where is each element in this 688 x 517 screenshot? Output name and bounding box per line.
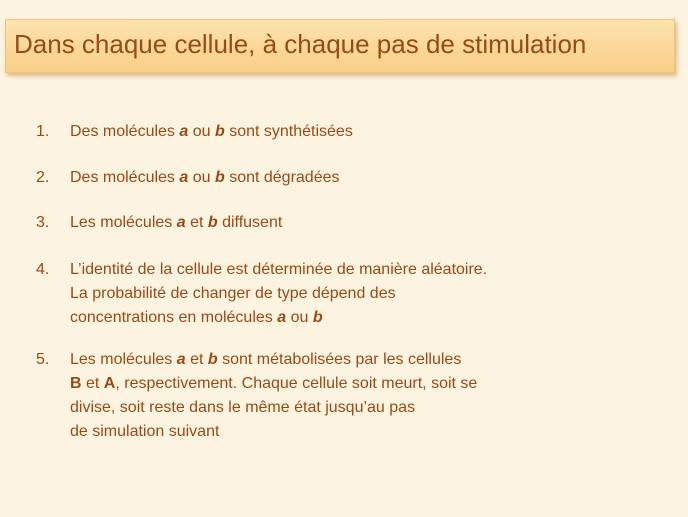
molecule-label: b xyxy=(214,169,225,186)
item-text xyxy=(70,166,590,190)
item-number: 2. xyxy=(36,169,50,186)
item-text xyxy=(70,348,590,444)
molecule-label: a xyxy=(277,309,287,326)
text-line: concentrations en molécules a ou b xyxy=(70,309,323,326)
item-number: 4. xyxy=(36,261,50,278)
item-text xyxy=(70,258,590,330)
molecule-label: a xyxy=(179,123,189,140)
text-line: divise, soit reste dans le même état jusqu’au pas xyxy=(70,399,416,416)
molecule-label: a xyxy=(176,214,186,231)
molecule-label: b xyxy=(214,123,225,140)
text-line: Les molécules a et b diffusent xyxy=(70,214,283,231)
item-text xyxy=(70,211,590,235)
item-number: 1. xyxy=(36,123,50,140)
molecule-label: b xyxy=(207,214,218,231)
title-bar xyxy=(5,19,675,73)
item-text xyxy=(70,120,590,144)
text-line: B et A, respectivement. Chaque cellule soit meurt, soit se xyxy=(70,375,478,392)
text-line: Des molécules a ou b sont synthétisées xyxy=(70,123,353,140)
cell-type-label: A xyxy=(103,375,116,392)
molecule-label: b xyxy=(207,351,218,368)
cell-type-label: B xyxy=(70,375,82,392)
molecule-label: a xyxy=(179,169,189,186)
text-line: L’identité de la cellule est déterminée de manière aléatoire. xyxy=(70,261,488,278)
text-line: de simulation suivant xyxy=(70,423,220,440)
item-number: 5. xyxy=(36,351,50,368)
molecule-label: a xyxy=(176,351,186,368)
molecule-label: b xyxy=(312,309,323,326)
text-line: Les molécules a et b sont métabolisées par les cellules xyxy=(70,351,462,368)
text-line: La probabilité de changer de type dépend des xyxy=(70,285,396,302)
text-line: Des molécules a ou b sont dégradées xyxy=(70,169,340,186)
item-number: 3. xyxy=(36,214,50,231)
slide-title: Dans chaque cellule, à chaque pas de stimulation xyxy=(14,29,587,59)
